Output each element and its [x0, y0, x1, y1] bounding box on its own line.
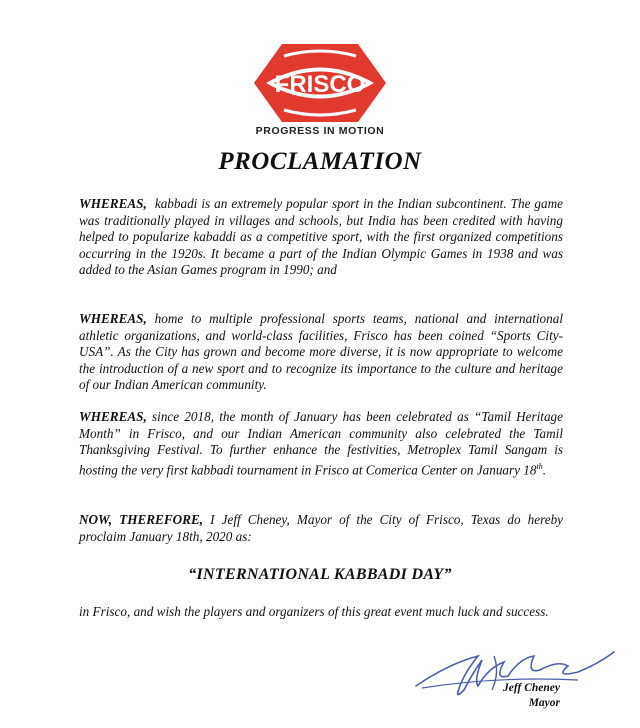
- signer-title: Mayor: [528, 697, 560, 709]
- logo-wordmark: FRISCO: [274, 71, 366, 98]
- whereas-paragraph-1: [79, 196, 563, 279]
- paragraph-lead: WHEREAS,: [79, 196, 147, 211]
- page-title: PROCLAMATION: [218, 148, 422, 175]
- paragraph-body: kabbadi is an extremely popular sport in the Indian subcontinent. The game was traditionally played in villages and schools, but India has been credited with having helped to popularize kabaddi as a competitive sport, with the first organized competitions occurring in the 1920s. It became a part of the Indian Olympic Games in 1938 and was added to the Asian Games program in 1990; and: [79, 196, 564, 278]
- paragraph-body: home to multiple professional sports teams, national and international athletic organizations, and world-class facilities, Frisco has been coined “Sports City-USA”. As the City has grown and become more diverse, it is now appropriate to welcome the introduction of a new sport and to recognize its importance to the culture and heritage of our Indian American community.: [79, 311, 564, 393]
- paragraph-lead: WHEREAS,: [79, 311, 147, 326]
- frisco-logo-badge: [252, 42, 388, 124]
- therefore-paragraph: [79, 512, 563, 545]
- paragraph-end: .: [542, 462, 547, 478]
- whereas-paragraph-2: [79, 311, 563, 394]
- paragraph-body: since 2018, the month of January has been celebrated as “Tamil Heritage Month” in Frisco, and our Indian American community also celebrated the Tamil Thanksgiving Festival. To further enhance the festivities, Metroplex Tamil Sangam is hosting the very first kabbadi tournament in Frisco at Comerica Center on January 18: [79, 409, 564, 478]
- paragraph-lead: NOW, THEREFORE,: [79, 512, 204, 527]
- whereas-paragraph-3: [79, 409, 563, 479]
- paragraph-body: I Jeff Cheney, Mayor of the City of Frisco, Texas do hereby proclaim January 18th, 2020 as:: [79, 512, 564, 544]
- declaration-heading: “INTERNATIONAL KABBADI DAY”: [188, 566, 452, 583]
- frisco-logo: [0, 42, 640, 124]
- closing-paragraph: in Frisco, and wish the players and organizers of this great event much luck and success.: [79, 604, 549, 619]
- paragraph-lead: WHEREAS,: [79, 409, 147, 424]
- signer-name: Jeff Cheney: [503, 682, 560, 694]
- logo-tagline: PROGRESS IN MOTION: [255, 125, 385, 137]
- date-suffix: th: [536, 461, 543, 471]
